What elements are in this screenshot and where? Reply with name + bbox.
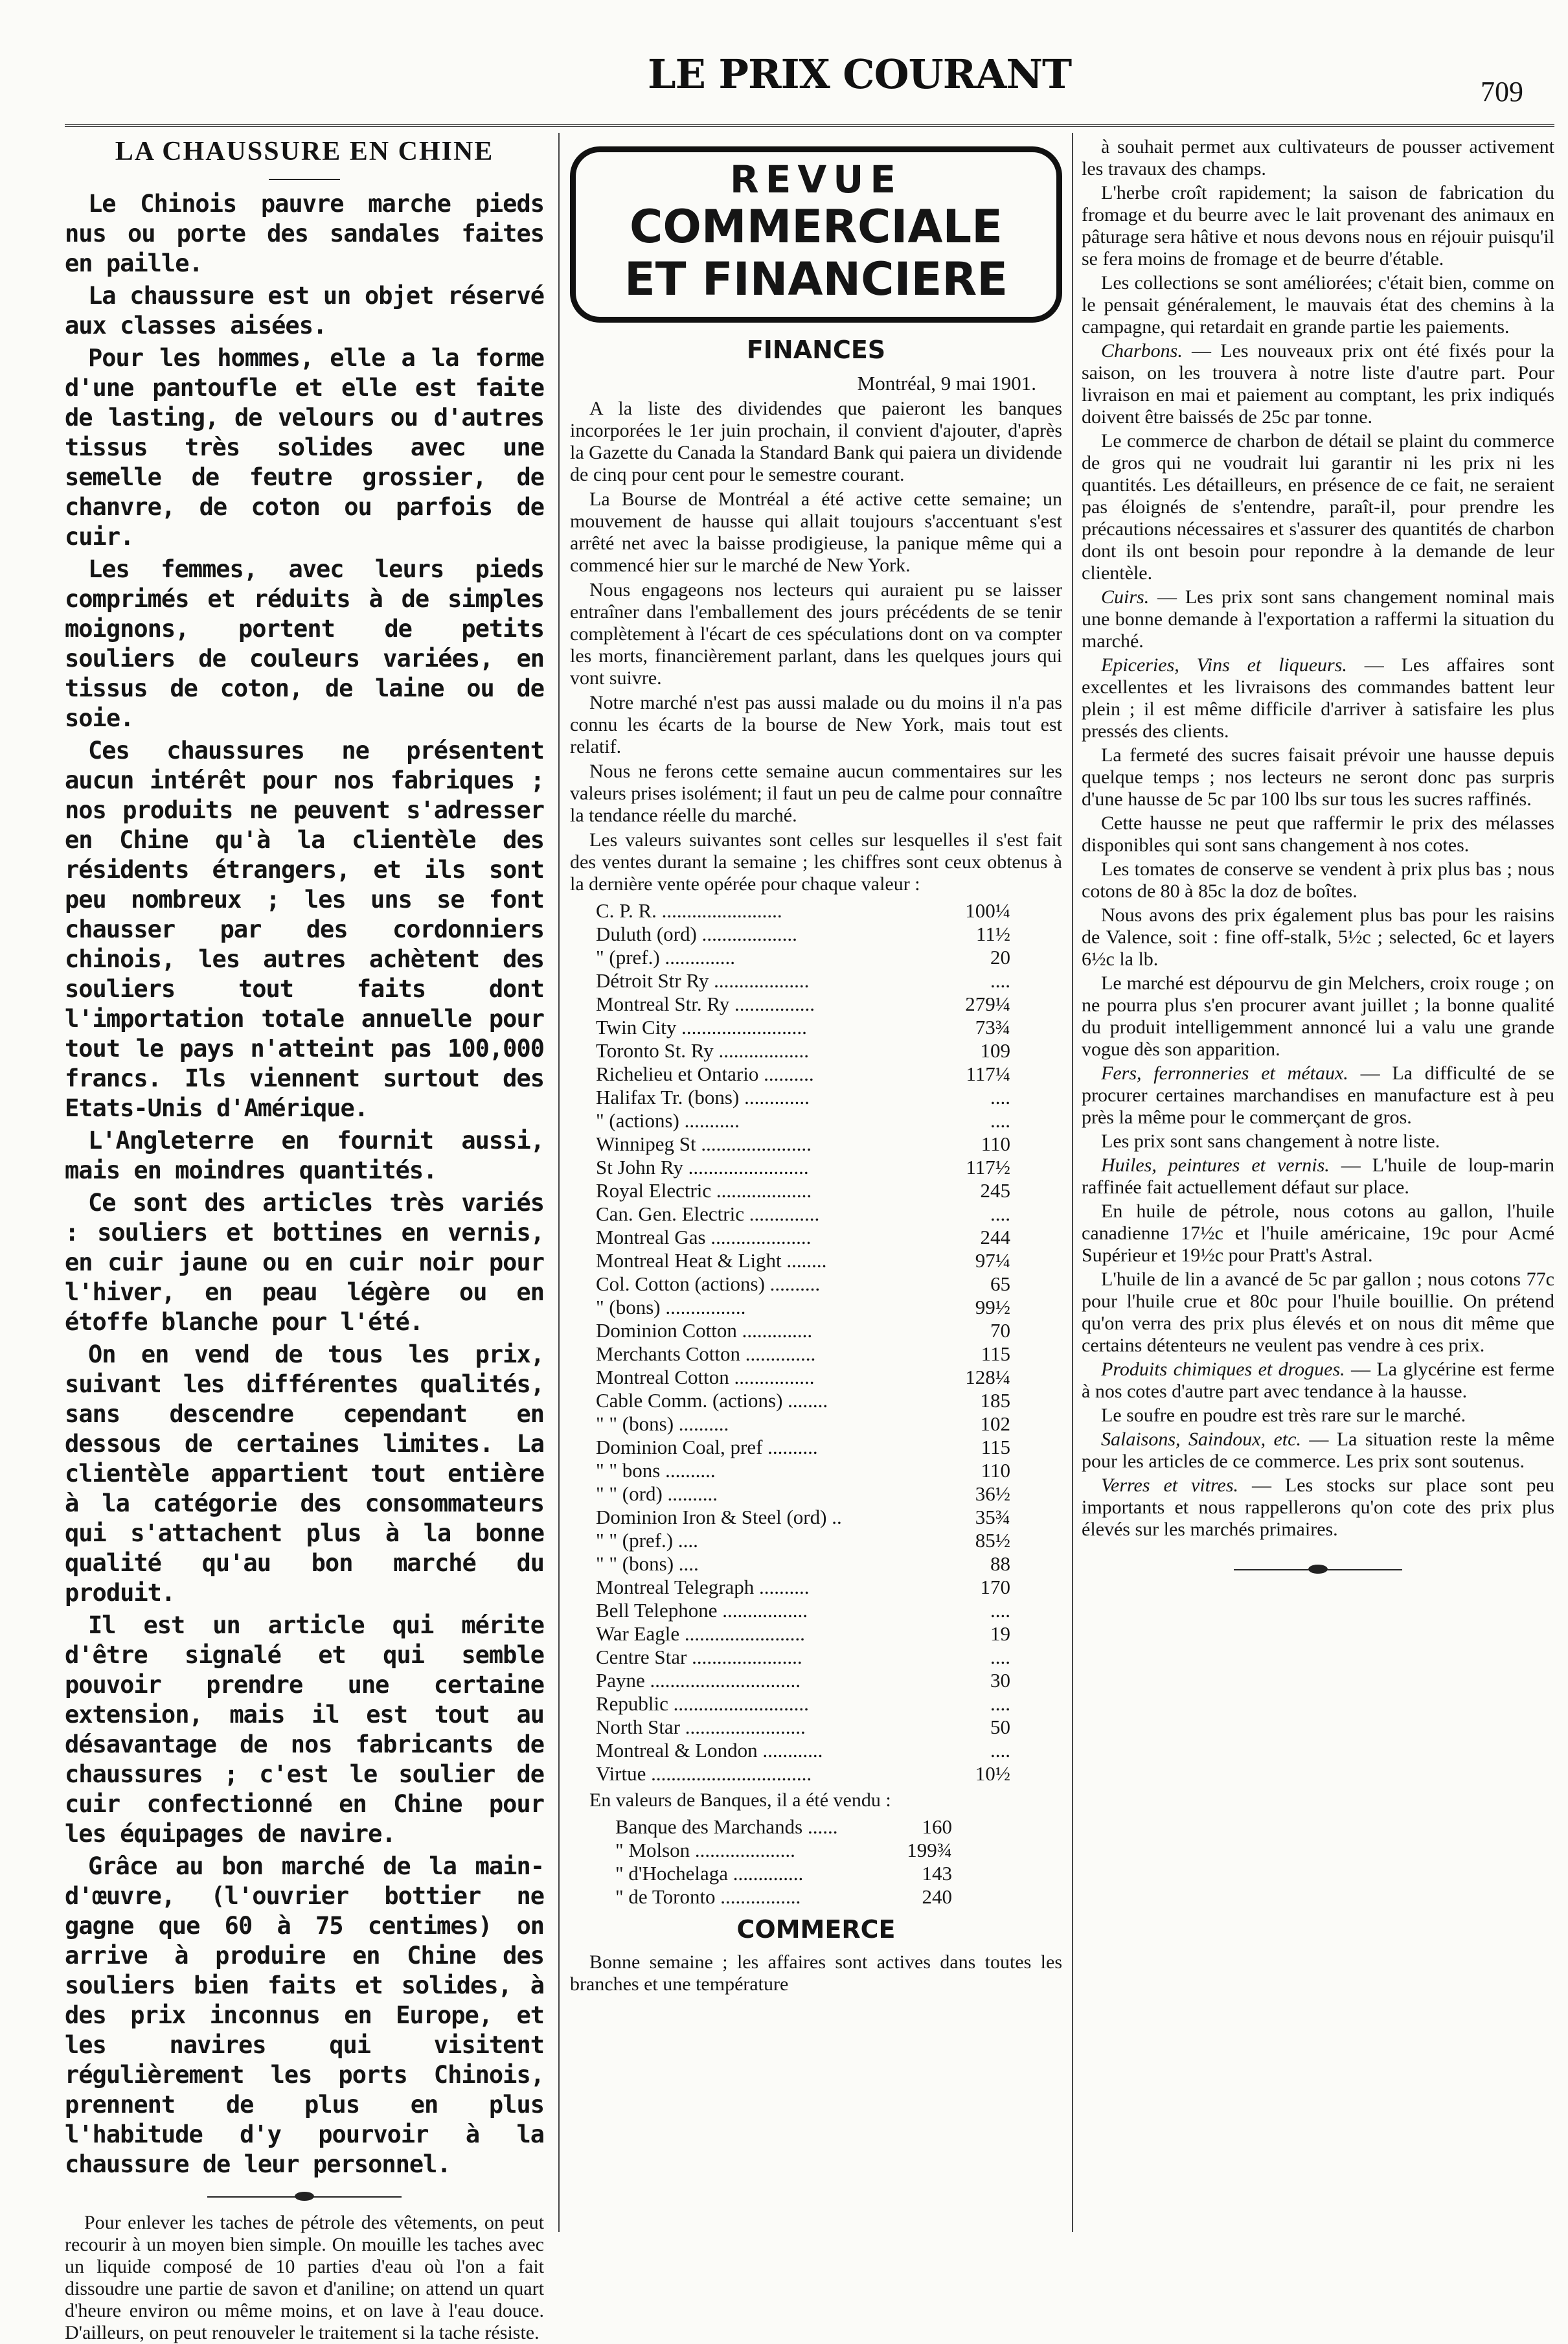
security-name: Détroit Str Ry ................... (596, 969, 810, 992)
quote-row (596, 1669, 1010, 1692)
security-name: St John Ry ........................ (596, 1156, 809, 1178)
security-name: Bell Telephone ................. (596, 1599, 808, 1622)
quote-row (596, 1552, 1010, 1576)
quote-row (596, 1109, 1010, 1132)
security-name: Dominion Cotton .............. (596, 1319, 813, 1342)
market-paragraph (1082, 972, 1554, 1061)
security-name: Republic ........................... (596, 1692, 809, 1715)
bank-quotes-table (596, 1815, 952, 1909)
security-price: 102 (980, 1412, 1010, 1435)
quote-row (596, 1599, 1010, 1622)
security-name: Dominion Iron & Steel (ord) .. (596, 1506, 842, 1528)
revue-commerciale (570, 136, 1062, 1998)
paragraph: Les femmes, avec leurs pieds comprimés et réduits à de simples moignons, portent de petits souliers de couleurs variées, en tissus de coton, de laine ou de soie. (65, 555, 544, 732)
quote-row (596, 1839, 952, 1862)
quote-row (596, 1272, 1010, 1296)
market-paragraph (1082, 272, 1554, 338)
paragraph-text: — Les affaires sont excellentes et les livraisons des commandes battent leur plein ; il est même difficile d'arriver à satisfaire les plus pressés des clients. (1082, 654, 1554, 742)
quote-row (596, 1016, 1010, 1039)
quote-row (596, 1459, 1010, 1482)
quote-row (596, 1436, 1010, 1459)
security-price: 35¾ (975, 1506, 1010, 1528)
article-chaussure-chine (65, 136, 544, 2344)
security-price: 65 (990, 1272, 1010, 1295)
security-price: 143 (922, 1862, 952, 1885)
quote-row (596, 1132, 1010, 1156)
security-name: Montreal Gas .................... (596, 1226, 812, 1248)
quote-row (596, 1086, 1010, 1109)
paragraph-text: L'huile de lin a avancé de 5c par gallon ; nous cotons 77c pour l'huile crue et 80c pour l'huile bouillie. On prétend qu'on verra des prix plus élevés et on nous dit même que certains détenteurs ne veulent pas vendre à ces prix. (1082, 1269, 1554, 1356)
section-lead: Fers, ferronneries et métaux. (1101, 1063, 1348, 1084)
quote-row (596, 1739, 1010, 1762)
quote-row (596, 1156, 1010, 1179)
market-paragraph (1082, 904, 1554, 971)
section-ornament (1234, 1567, 1402, 1573)
stock-quotes-table (596, 899, 1010, 1786)
quote-row (596, 1039, 1010, 1063)
paragraph-text: Le soufre en poudre est très rare sur le marché. (1101, 1405, 1466, 1426)
quote-row (596, 899, 1010, 923)
paragraph: Le Chinois pauvre marche pieds nus ou porte des sandales faites en paille. (65, 190, 544, 277)
article-title: LA CHAUSSURE EN CHINE (115, 137, 494, 167)
quote-row (596, 1529, 1010, 1552)
security-price: 160 (922, 1815, 952, 1838)
quote-row (596, 1716, 1010, 1739)
security-price: 97¼ (975, 1249, 1010, 1272)
security-price: 185 (980, 1389, 1010, 1412)
security-price: 88 (990, 1552, 1010, 1575)
security-name: Merchants Cotton .............. (596, 1342, 816, 1365)
paragraph: Ces chaussures ne présentent aucun intérêt pour nos fabriques ; nos produits ne peuvent s'adresser en Chine qu'à la clientèle des résidents étrangers, et ils sont peu nombreux ; les uns se font chausser par des cordonniers chinois, les autres achètent des souliers tout faits dont l'importation totale annuelle pour tout le pays n'atteint pas 100,000 francs. Ils viennent surtout des Etats-Unis d'Amérique. (65, 737, 544, 1122)
quote-row (596, 1412, 1010, 1436)
paragraph-text: L'herbe croît rapidement; la saison de fabrication du fromage et du beurre avec le lait provenant des animaux en pâturage sera hâtive et nous devons nous en réjouir puisqu'il se fera moins de fromage et de beurre d'étable. (1082, 182, 1554, 270)
paragraph: Nous ne ferons cette semaine aucun commentaires sur les valeurs prises isolément; il faut un peu de calme pour connaître la tendance réelle du marché. (570, 761, 1062, 826)
security-name: " " (bons) .......... (596, 1412, 729, 1435)
paragraph: Il est un article qui mérite d'être signalé et qui semble pouvoir prendre une certaine extension, mais il est tout au désavantage de nos fabricants de chaussures ; c'est le soulier de cuir confectionné en Chine pour les équipages de navire. (65, 1611, 544, 1848)
security-price: 244 (980, 1226, 1010, 1248)
security-price: .... (990, 1646, 1010, 1668)
quote-row (596, 1692, 1010, 1716)
security-name: " " (pref.) .... (596, 1529, 698, 1552)
market-paragraph (1082, 1359, 1554, 1403)
paragraph-text: — La situation reste la même pour les articles de ce commerce. Les prix sont soutenus. (1082, 1429, 1554, 1472)
security-price: 36½ (975, 1482, 1010, 1505)
security-price: 11½ (975, 923, 1010, 945)
security-price: 115 (981, 1342, 1010, 1365)
quote-row (596, 1366, 1010, 1389)
security-name: Dominion Coal, pref .......... (596, 1436, 818, 1458)
title-rule (269, 179, 340, 180)
paragraph: Notre marché n'est pas aussi malade ou du moins il n'a pas connu les écarts de la bourse de New York, mais tout est relatif. (570, 692, 1062, 757)
section-lead: Cuirs. (1101, 586, 1150, 608)
market-paragraph (1082, 1475, 1554, 1541)
security-name: " (actions) ........... (596, 1109, 740, 1132)
paragraph: L'Angleterre en fournit aussi, mais en moindres quantités. (65, 1127, 544, 1184)
paragraph-text: — Les nouveaux prix ont été fixés pour la saison, on les trouvera à notre liste d'autre part. Pour livraison en mai et paiement au comptant, les prix indiqués doivent être baissés de 25c par tonne. (1082, 340, 1554, 428)
security-price: 110 (981, 1459, 1010, 1482)
quote-row (596, 1622, 1010, 1646)
security-name: Col. Cotton (actions) .......... (596, 1272, 821, 1295)
header-rule (65, 124, 1554, 127)
section-ornament (207, 2194, 402, 2200)
quote-row (596, 993, 1010, 1016)
market-paragraph (1082, 744, 1554, 810)
quote-row (596, 969, 1010, 993)
paragraph-text: Le commerce de charbon de détail se plaint du commerce de gros qui ne voudrait lui garantir ni les prix ni les quantités. Les détailleurs, en présence de ce fait, ne seraient pas éloignés de s'entendre, paraît-il, pour prendre les précautions nécessaires et s'assurer des quantités de charbon dont ils ont besoin pour repondre à la demande de leur clientèle. (1082, 430, 1554, 584)
petrole-note: Pour enlever les taches de pétrole des vêtements, on peut recourir à un moyen bien simple. On mouille les taches avec un liquide composé de 10 parties d'eau où l'on a fait dissoudre une partie de savon et d'aniline; on attend un quart d'heure environ ou même moins, et on lave à l'eau douce. D'ailleurs, on peut renouveler le traitement si la tache résiste. (65, 2212, 544, 2343)
security-name: C. P. R. ........................ (596, 899, 782, 922)
paragraph-text: La fermeté des sucres faisait prévoir une hausse depuis quelque temps ; nos lecteurs ne seront donc pas surpris d'une hausse de 5c par 100 lbs sur tous les sucres raffinés. (1082, 744, 1554, 810)
quote-row (596, 1506, 1010, 1529)
paragraph: Les valeurs suivantes sont celles sur lesquelles il s'est fait des ventes durant la semaine ; les chiffres sont ceux obtenus à la dernière vente opérée pour chaque valeur : (570, 829, 1062, 895)
security-name: Winnipeg St ...................... (596, 1132, 812, 1155)
market-paragraph (1082, 858, 1554, 902)
quote-row (596, 1762, 1010, 1786)
market-paragraph (1082, 136, 1554, 180)
security-name: North Star ........................ (596, 1716, 806, 1738)
section-lead: Produits chimiques et drogues. (1101, 1359, 1345, 1380)
security-price: .... (990, 969, 1010, 992)
market-paragraph (1082, 586, 1554, 652)
paragraph: A la liste des dividendes que paieront les banques incorporées le 1er juin prochain, il convient d'ajouter, d'après la Gazette du Canada la Standard Bank qui paiera un dividende de cinq pour cent pour le semestre courant. (570, 398, 1062, 485)
security-price: 73¾ (975, 1016, 1010, 1039)
security-price: 30 (990, 1669, 1010, 1692)
market-paragraph (1082, 812, 1554, 856)
security-price: 245 (980, 1179, 1010, 1202)
finances-heading: FINANCES (746, 336, 886, 364)
paragraph-text: — La difficulté de se procurer certaines marchandises en manufacture est à peu près la même pour le commerçant de gros. (1082, 1063, 1554, 1128)
security-name: Twin City ......................... (596, 1016, 807, 1039)
paragraph-text: Les tomates de conserve se vendent à prix plus bas ; nous cotons de 80 à 85c la doz de boîtes. (1082, 858, 1554, 902)
security-price: 279¼ (965, 993, 1010, 1015)
quote-row (596, 1482, 1010, 1506)
paragraph-text: — L'huile de loup-marin raffinée fait actuellement défaut sur place. (1082, 1155, 1554, 1198)
quote-row (596, 1249, 1010, 1272)
quote-row (596, 1179, 1010, 1202)
security-price: 115 (981, 1436, 1010, 1458)
security-name: Royal Electric ................... (596, 1179, 812, 1202)
market-paragraph (1082, 1269, 1554, 1357)
commerce-report (1082, 136, 1554, 1573)
security-price: 50 (990, 1716, 1010, 1738)
market-paragraph (1082, 340, 1554, 428)
security-name: Montreal & London ............ (596, 1739, 823, 1762)
paragraph: Grâce au bon marché de la main-d'œuvre, (l'ouvrier bottier ne gagne que 60 à 75 centimes) on arrive à produire en Chine des souliers bien faits et solides, à des prix inconnus en Europe, et les navires qui visitent régulièrement les ports Chinois, prennent de plus en plus l'habitude d'y pourvoir à la chaussure de leur personnel. (65, 1852, 544, 2178)
security-name: " " bons .......... (596, 1459, 716, 1482)
quote-row (596, 1342, 1010, 1366)
security-price: 10½ (975, 1762, 1010, 1785)
section-lead: Huiles, peintures et vernis. (1101, 1155, 1330, 1176)
paragraph-text: — Les stocks sur place sont peu importants et nous rappellerons qu'on cote des prix plus élevés sur les marchés primaires. (1082, 1475, 1554, 1540)
quote-row (596, 946, 1010, 969)
security-name: Duluth (ord) ................... (596, 923, 797, 945)
security-price: .... (990, 1692, 1010, 1715)
security-name: " (bons) ................ (596, 1296, 746, 1318)
security-name: Montreal Telegraph .......... (596, 1576, 810, 1598)
quote-row (596, 1063, 1010, 1086)
column-divider (1072, 133, 1073, 2232)
security-price: 85½ (975, 1529, 1010, 1552)
paragraph: La chaussure est un objet réservé aux classes aisées. (65, 282, 544, 339)
security-price: 70 (990, 1319, 1010, 1342)
quote-row (596, 1319, 1010, 1342)
paragraph-text: Les prix sont sans changement à notre liste. (1101, 1131, 1440, 1152)
paragraph-text: — La glycérine est ferme à nos cotes d'autre part avec tendance à la hausse. (1082, 1359, 1554, 1402)
security-price: 109 (980, 1039, 1010, 1062)
security-name: Payne .............................. (596, 1669, 801, 1692)
banner-line: COMMERCIALE (630, 200, 1003, 253)
security-price: .... (990, 1086, 1010, 1109)
paragraph: La Bourse de Montréal a été active cette semaine; un mouvement de hausse qui allait toujours s'accentuant s'est arrêté net avec la baisse prodigieuse, la panique même qui a commencé hier sur le marché de New York. (570, 488, 1062, 576)
security-name: " d'Hochelaga .............. (615, 1862, 804, 1885)
security-name: Toronto St. Ry .................. (596, 1039, 809, 1062)
quote-row (596, 1389, 1010, 1412)
paragraph: On en vend de tous les prix, suivant les différentes qualités, sans descendre cependant en dessous de certaines limites. La clientèle appartient tout entière à la catégorie des consommateurs qui s'attachent plus à la bonne qualité qu'au bon marché du produit. (65, 1340, 544, 1607)
market-paragraph (1082, 654, 1554, 742)
quote-row (596, 1885, 952, 1909)
security-price: 110 (981, 1132, 1010, 1155)
paragraph: Nous engageons nos lecteurs qui auraient pu se laisser entraîner dans l'emballement des jours précédents de se tenir complètement à l'écart de ces spéculations dont on va compter les morts, financièrement parlant, dans les quelques jours qui vont suivre. (570, 579, 1062, 689)
paragraph: Bonne semaine ; les affaires sont actives dans toutes les branches et une température (570, 1951, 1062, 1995)
security-name: Centre Star ...................... (596, 1646, 802, 1668)
security-name: War Eagle ........................ (596, 1622, 805, 1645)
market-paragraph (1082, 1201, 1554, 1267)
security-name: Banque des Marchands ...... (615, 1815, 838, 1838)
quote-row (596, 1646, 1010, 1669)
paragraph-text: Cette hausse ne peut que raffermir le prix des mélasses disponibles qui sont sans changement à nos cotes. (1082, 812, 1554, 856)
publication-logo: LE PRIX COURANT (648, 51, 1072, 98)
security-name: " de Toronto ................ (615, 1885, 801, 1908)
security-price: 20 (990, 946, 1010, 969)
security-name: Can. Gen. Electric .............. (596, 1202, 820, 1225)
security-price: 100¼ (965, 899, 1010, 922)
quote-row (596, 1576, 1010, 1599)
security-price: 170 (980, 1576, 1010, 1598)
banner-line: REVUE (730, 157, 902, 201)
column-divider (558, 133, 560, 2232)
security-name: Cable Comm. (actions) ........ (596, 1389, 828, 1412)
security-price: 199¾ (907, 1839, 952, 1861)
security-price: .... (990, 1202, 1010, 1225)
market-paragraph (1082, 1063, 1554, 1129)
banner-line: ET FINANCIERE (624, 253, 1008, 306)
market-paragraph (1082, 1429, 1554, 1473)
quote-row (596, 1862, 952, 1885)
security-price: 99½ (975, 1296, 1010, 1318)
security-price: 117¼ (966, 1063, 1010, 1085)
security-name: Montreal Cotton ................ (596, 1366, 815, 1388)
paragraph-text: Les collections se sont améliorées; c'était bien, comme on le pensait généralement, le mauvais état des chemins à la campagne, qui retardait en grande partie les paiements. (1082, 272, 1554, 338)
section-lead: Epiceries, Vins et liqueurs. (1101, 654, 1347, 676)
market-paragraph (1082, 1155, 1554, 1199)
market-paragraph (1082, 182, 1554, 270)
quote-row (596, 1815, 952, 1839)
paragraph-text: En huile de pétrole, nous cotons au gallon, l'huile canadienne 17½c et l'huile américaine, 19c pour Acmé Supérieur et 19½c pour Pratt's Astral. (1082, 1201, 1554, 1266)
quote-row (596, 1226, 1010, 1249)
section-banner (570, 146, 1062, 323)
paragraph: Ce sont des articles très variés : souliers et bottines en vernis, en cuir jaune ou en cuir noir pour l'hiver, en peau légère ou en étoffe blanche pour l'été. (65, 1189, 544, 1336)
security-name: Richelieu et Ontario .......... (596, 1063, 814, 1085)
commerce-heading: COMMERCE (736, 1915, 896, 1944)
security-name: Montreal Heat & Light ........ (596, 1249, 827, 1272)
security-name: " (pref.) .............. (596, 946, 735, 969)
masthead (0, 45, 1568, 117)
market-paragraph (1082, 1131, 1554, 1153)
paragraph-text: — Les prix sont sans changement nominal mais une bonne demande à l'exportation a raffermi la situation du marché. (1082, 586, 1554, 652)
quote-row (596, 923, 1010, 946)
quote-row (596, 1202, 1010, 1226)
security-price: .... (990, 1109, 1010, 1132)
security-name: " Molson .................... (615, 1839, 795, 1861)
paragraph-text: Nous avons des prix également plus bas pour les raisins de Valence, soit : fine off-stalk, 5½c ; selected, 6c et layers 6½c la lb. (1082, 904, 1554, 970)
security-price: 128¼ (965, 1366, 1010, 1388)
dateline: Montréal, 9 mai 1901. (857, 372, 1036, 395)
banks-intro: En valeurs de Banques, il a été vendu : (589, 1789, 891, 1811)
section-lead: Verres et vitres. (1101, 1475, 1239, 1496)
security-price: .... (990, 1599, 1010, 1622)
security-price: 117½ (966, 1156, 1010, 1178)
security-name: Halifax Tr. (bons) ............. (596, 1086, 810, 1109)
market-paragraph (1082, 430, 1554, 584)
paragraph-text: Le marché est dépourvu de gin Melchers, croix rouge ; on ne pourra plus s'en procurer avant juillet ; la bonne qualité du produit intelligemment annoncé lui a valu une grande vogue dès son apparition. (1082, 972, 1554, 1060)
security-name: Montreal Str. Ry ................ (596, 993, 815, 1015)
market-paragraph (1082, 1405, 1554, 1427)
section-lead: Charbons. (1101, 340, 1183, 362)
page-number: 709 (1481, 76, 1523, 108)
security-name: " " (bons) .... (596, 1552, 699, 1575)
security-name: Virtue ................................ (596, 1762, 812, 1785)
section-lead: Salaisons, Saindoux, etc. (1101, 1429, 1301, 1450)
quote-row (596, 1296, 1010, 1319)
security-price: 240 (922, 1885, 952, 1908)
security-name: " " (ord) .......... (596, 1482, 718, 1505)
paragraph: Pour les hommes, elle a la forme d'une pantoufle et elle est faite de lasting, de velours ou d'autres tissus très solides avec une semelle de feutre grossier, de chanvre, de coton ou parfois de cuir. (65, 344, 544, 551)
security-price: .... (990, 1739, 1010, 1762)
paragraph-text: à souhait permet aux cultivateurs de pousser activement les travaux des champs. (1082, 136, 1554, 179)
security-price: 19 (990, 1622, 1010, 1645)
